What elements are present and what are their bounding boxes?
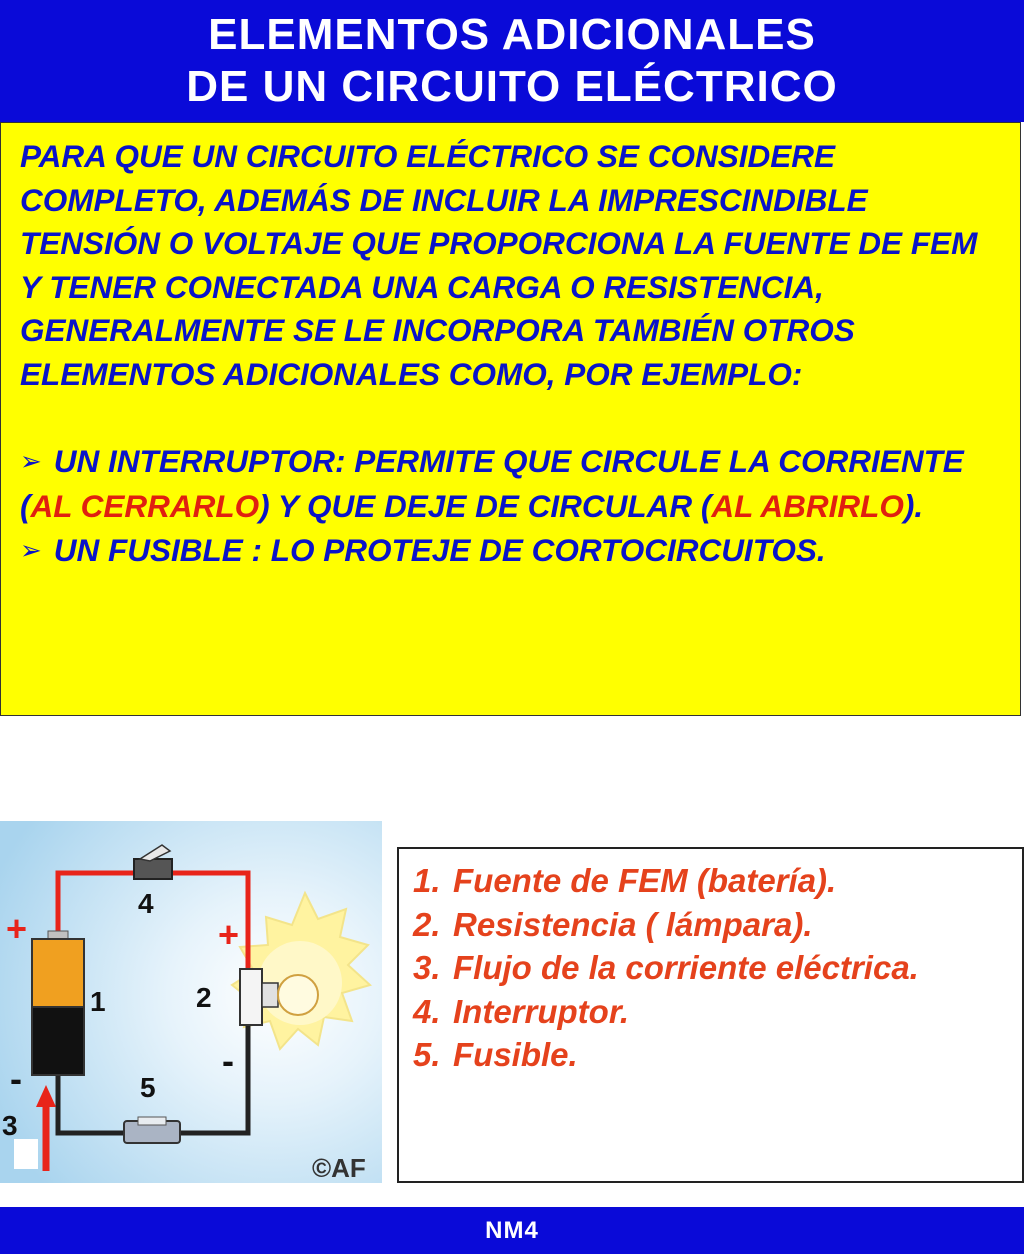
lamp-socket [240,969,262,1025]
white-marker [14,1139,38,1169]
bullet1-part2: ) Y QUE DEJE DE CIRCULAR ( [259,488,712,525]
label-4: 4 [138,888,154,919]
title-line-2: DE UN CIRCUITO ELÉCTRICO [186,62,838,111]
bullet2-text: UN FUSIBLE : LO PROTEJE DE CORTOCIRCUITOS. [53,531,826,568]
label-1: 1 [90,986,106,1017]
arrow-bullet-icon: ➢ [20,445,42,476]
description-box [0,122,1021,716]
bullet-fusible [20,529,1002,575]
minus-sign-lamp: - [222,1040,234,1081]
arrow-bullet-icon: ➢ [20,534,42,565]
title-line-1: ELEMENTOS ADICIONALES [208,10,816,59]
legend-item: 3. Flujo de la corriente eléctrica. [413,949,919,986]
legend-item: 2. Resistencia ( lámpara). [413,905,813,943]
battery-top [32,939,84,1007]
bullet1-part3: ). [903,488,924,525]
lamp-base [262,983,278,1007]
header-banner [0,0,1024,122]
footer-label: NM4 [485,1216,539,1244]
label-5: 5 [140,1072,156,1103]
label-3: 3 [2,1110,18,1141]
bullet1-part1: UN INTERRUPTOR: PERMITE QUE CIRCULE LA CORRIENTE ( [20,442,964,525]
lamp-bulb [278,975,318,1015]
fuse-window [138,1117,166,1125]
battery-bottom [32,1007,84,1075]
footer-banner [0,1207,1024,1254]
legend-item: 1. Fuente de FEM (batería). [413,862,837,899]
legend-box [397,847,1024,1183]
label-2: 2 [196,982,212,1013]
copyright-mark: ©AF [312,1153,366,1183]
switch-base [134,859,172,879]
bullet1-red2: AL ABRIRLO [711,488,904,525]
bullet1-red1: AL CERRARLO [30,488,260,525]
minus-sign-battery: - [10,1058,22,1099]
plus-sign-lamp: + [218,914,240,955]
intro-paragraph: PARA QUE UN CIRCUITO ELÉCTRICO SE CONSIDERE COMPLETO, ADEMÁS DE INCLUIR LA IMPRESCINDIBLE TENSIÓN O VOLTAJE QUE PROPORCIONA LA FUENTE DE FEM Y TENER CONECTADA UNA CARGA O RESISTENCIA, GENERALMENTE SE LE INCORPORA TAMBIÉN OTROS ELEMENTOS ADICIONALES COMO, POR EJEMPLO: [20,138,978,392]
legend-item: 5. Fusible. [413,1036,578,1073]
plus-sign-battery: + [6,908,28,949]
bullet-interruptor [20,440,1002,529]
circuit-diagram [0,821,382,1183]
legend-item: 4. Interruptor. [413,992,630,1030]
